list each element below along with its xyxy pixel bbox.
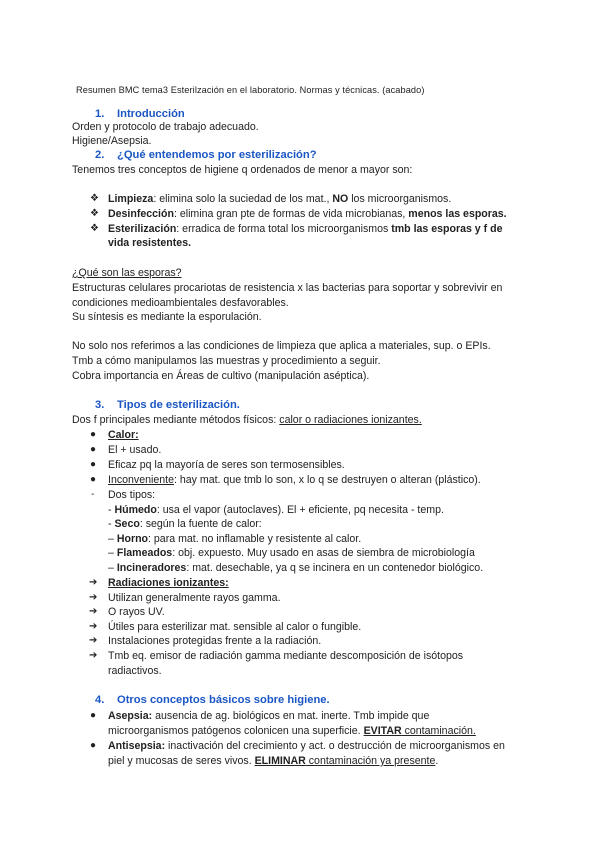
list-item-continuation xyxy=(108,236,191,250)
text: : erradica de forma total los microorganismos xyxy=(176,223,392,235)
text: : según la fuente de calor: xyxy=(139,518,262,530)
text: : obj. expuesto. Muy usado en asas de siembra de microbiología xyxy=(172,547,475,559)
list-item: Útiles para esterilizar mat. sensible al calor o fungible. xyxy=(108,621,362,633)
arrow-bullet-icon: ➔ xyxy=(89,621,98,632)
arrow-bullet-icon: ➔ xyxy=(89,577,98,588)
list-item xyxy=(108,192,451,206)
subheading xyxy=(72,266,182,280)
bullet-icon: ● xyxy=(90,429,97,440)
underlined-text: contaminación ya presente xyxy=(305,755,436,767)
text: : usa el vapor (autoclaves). El + eficiente, pq necesita - temp. xyxy=(156,504,444,516)
text: Dos f principales mediante métodos físicos: xyxy=(72,414,280,426)
term: Limpieza xyxy=(108,193,154,205)
term: Incineradores xyxy=(116,562,187,574)
section-number: 3. xyxy=(95,399,105,411)
text-line: Tmb a cómo manipulamos las muestras y procedimiento a seguir. xyxy=(72,355,381,367)
text-line: Su síntesis es mediante la esporulación. xyxy=(72,311,262,323)
term: Húmedo xyxy=(114,504,157,516)
text: . xyxy=(435,755,439,767)
text: ausencia de ag. biológicos en mat. inerte. Tmb impide que xyxy=(152,710,430,722)
text: inactivación del crecimiento y act. o destrucción de microorganismos en xyxy=(165,740,505,752)
arrow-bullet-icon: ➔ xyxy=(89,592,98,603)
bullet-icon: ● xyxy=(90,444,97,455)
list-item xyxy=(108,473,481,487)
text-line xyxy=(72,413,422,427)
term: Asepsia: xyxy=(108,710,153,722)
section-number: 1. xyxy=(95,108,105,120)
list-item xyxy=(108,207,507,221)
list-item: O rayos UV. xyxy=(108,606,165,618)
list-item: - Seco: según la fuente de calor: xyxy=(108,518,262,530)
list-item: Tmb eq. emisor de radiación gamma mediante descomposición de isótopos xyxy=(108,650,464,662)
list-item: Dos tipos: xyxy=(108,489,156,501)
text: piel y mucosas de seres vivos. xyxy=(108,755,255,767)
section-number: 4. xyxy=(95,694,105,706)
term: Flameados xyxy=(116,547,173,559)
section-number: 2. xyxy=(95,149,105,161)
text-line: condiciones medioambientales desfavorables. xyxy=(72,297,289,309)
text-line: Cobra importancia en Áreas de cultivo (manipulación aséptica). xyxy=(72,370,370,382)
bullet-icon: ● xyxy=(90,474,97,485)
bullet-icon: ● xyxy=(90,459,97,470)
list-item-continuation: radiactivos. xyxy=(108,665,162,677)
section-2-heading xyxy=(95,148,317,162)
bullet-icon: ● xyxy=(90,710,97,721)
list-item xyxy=(108,576,229,590)
term: Desinfección xyxy=(108,208,174,220)
text: microorganismos patógenos colonicen una superficie. xyxy=(108,725,364,737)
text: : elimina solo la suciedad de los mat., xyxy=(153,193,333,205)
list-item: Utilizan generalmente rayos gamma. xyxy=(108,592,281,604)
underlined-text: contaminación. xyxy=(401,725,476,737)
text-line: Higiene/Asepsia. xyxy=(72,135,152,147)
section-title: Introducción xyxy=(117,108,185,120)
list-item: – Flameados: obj. expuesto. Muy usado en asas de siembra de microbiología xyxy=(108,547,475,559)
arrow-bullet-icon: ➔ xyxy=(89,650,98,661)
list-item xyxy=(108,428,139,442)
text: los microorganismos. xyxy=(348,193,452,205)
bold-text: tmb las esporas y f de xyxy=(391,223,503,235)
bold-text: NO xyxy=(332,193,349,205)
bold-underlined-text: ELIMINAR xyxy=(254,755,306,767)
underlined-text: Inconveniente xyxy=(108,474,174,486)
list-item: – Horno: para mat. no inflamable y resistente al calor. xyxy=(108,533,362,545)
diamond-bullet-icon: ❖ xyxy=(90,193,99,204)
section-title: Otros conceptos básicos sobre higiene. xyxy=(117,694,330,706)
document-header: Resumen BMC tema3 Esterilzación en el laboratorio. Normas y técnicas. (acabado) xyxy=(76,85,425,95)
text-line: Orden y protocolo de trabajo adecuado. xyxy=(72,121,259,133)
section-4-heading xyxy=(95,693,330,707)
list-item: - Húmedo: usa el vapor (autoclaves). El + eficiente, pq necesita - temp. xyxy=(108,504,444,516)
list-item: Instalaciones protegidas frente a la radiación. xyxy=(108,635,322,647)
bold-text: vida resistentes. xyxy=(108,237,192,249)
underlined-question: ¿Qué son las esporas? xyxy=(72,267,182,279)
term: Seco xyxy=(114,518,140,530)
section-3-heading xyxy=(95,398,240,412)
text: : mat. desechable, ya q se incinera en un contenedor biológico. xyxy=(186,562,484,574)
arrow-bullet-icon: ➔ xyxy=(89,635,98,646)
section-title: Tipos de esterilización. xyxy=(117,399,240,411)
section-1-heading xyxy=(95,107,185,121)
bold-underlined-text: Radiaciones ionizantes: xyxy=(108,577,229,589)
section-title: ¿Qué entendemos por esterilización? xyxy=(117,149,317,161)
term: Antisepsia: xyxy=(108,740,166,752)
underlined-text: calor o radiaciones ionizantes. xyxy=(279,414,422,426)
list-item-continuation xyxy=(108,724,476,738)
text-line: Estructuras celulares procariotas de resistencia x las bacterias para soportar y sobrevivir en xyxy=(72,282,503,294)
arrow-bullet-icon: ➔ xyxy=(89,606,98,617)
bullet-icon: ● xyxy=(90,740,97,751)
list-item-continuation xyxy=(108,754,438,768)
bold-text: menos las esporas. xyxy=(408,208,507,220)
term: Horno xyxy=(116,533,149,545)
list-item: – Incineradores: mat. desechable, ya q se incinera en un contenedor biológico. xyxy=(108,562,484,574)
text: : hay mat. que tmb lo son, x lo q se destruyen o alteran (plástico). xyxy=(173,474,481,486)
list-item: El + usado. xyxy=(108,444,162,456)
list-item xyxy=(108,739,505,753)
list-item xyxy=(108,222,502,236)
list-item xyxy=(108,709,429,723)
diamond-bullet-icon: ❖ xyxy=(90,223,99,234)
list-item: Eficaz pq la mayoría de seres son termosensibles. xyxy=(108,459,345,471)
diamond-bullet-icon: ❖ xyxy=(90,208,99,219)
text-line: No solo nos referimos a las condiciones de limpieza que aplica a materiales, sup. o EPIs. xyxy=(72,340,491,352)
text-line: Tenemos tres conceptos de higiene q ordenados de menor a mayor son: xyxy=(72,164,413,176)
text: : para mat. no inflamable y resistente al calor. xyxy=(148,533,362,545)
term: Esterilización xyxy=(108,223,177,235)
dash-bullet-icon: - xyxy=(91,489,95,500)
text: : elimina gran pte de formas de vida microbianas, xyxy=(173,208,409,220)
bold-underlined-text: EVITAR xyxy=(363,725,402,737)
bold-underlined-text: Calor: xyxy=(108,429,139,441)
